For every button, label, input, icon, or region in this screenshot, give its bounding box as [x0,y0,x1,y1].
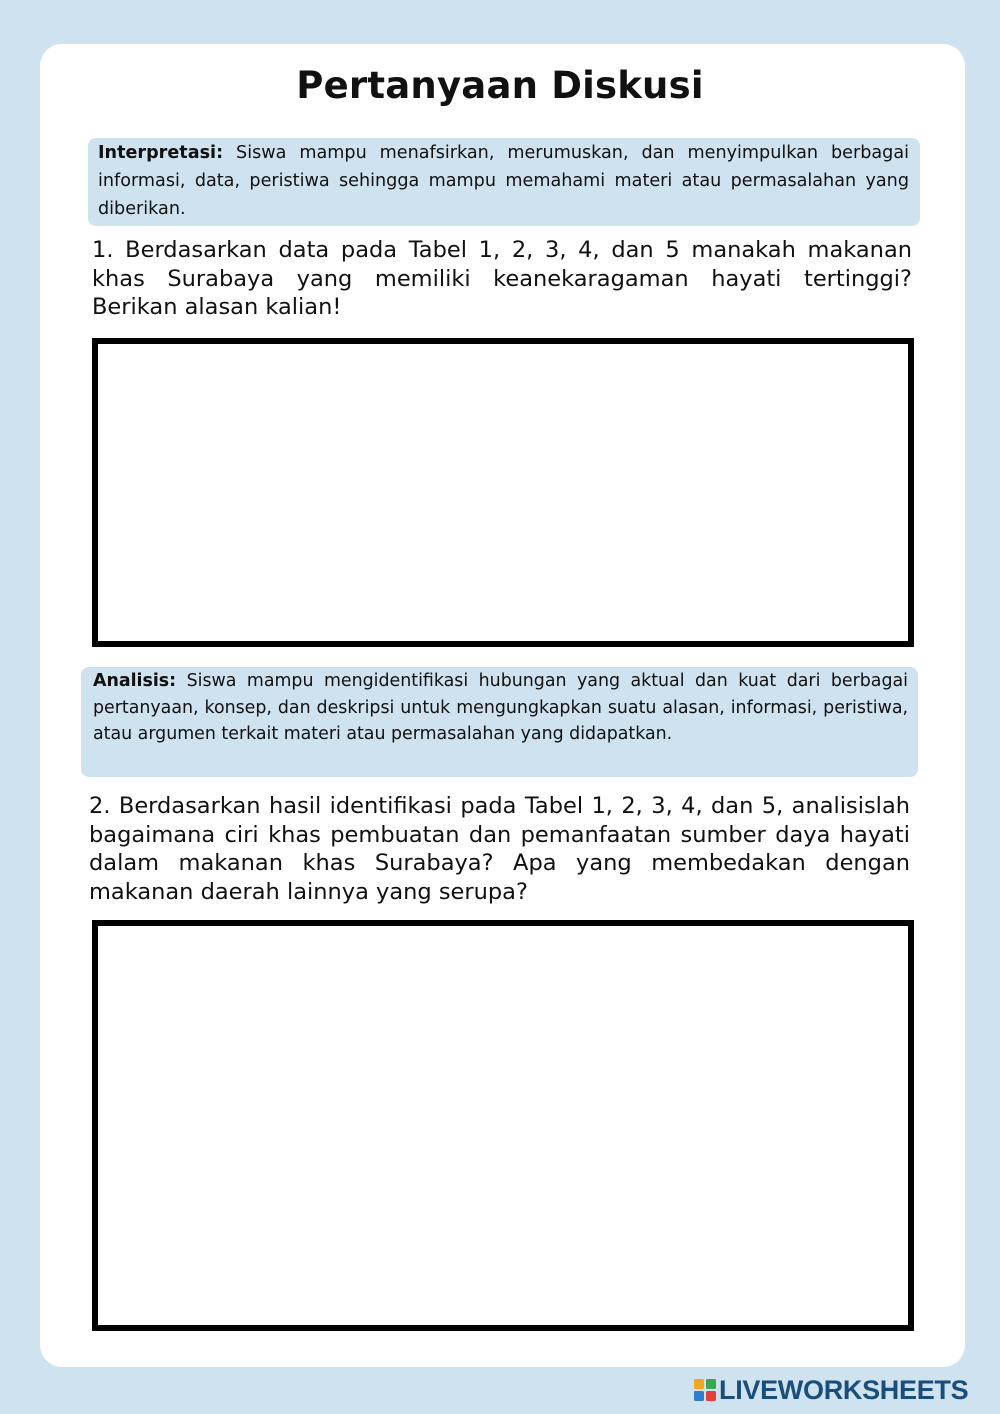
question-2-text: 2. Berdasarkan hasil identifikasi pada Tabel 1, 2, 3, 4, dan 5, analisislah bagaimana ciri khas pembuatan dan pemanfaatan sumber daya hayati dalam makanan khas Surabaya? Apa yang membedakan dengan makanan daerah lainnya yang serupa? [89,793,910,905]
liveworksheets-brand[interactable] [694,1376,968,1404]
question-1-text: 1. Berdasarkan data pada Tabel 1, 2, 3, 4, dan 5 manakah makanan khas Surabaya yang memiliki keanekaragaman hayati tertinggi? Berikan alasan kalian! [92,237,912,320]
brand-name: LIVEWORKSHEETS [719,1374,969,1405]
question-2-answer-box[interactable] [92,920,914,1331]
analisis-label: Analisis: [93,671,177,691]
interpretasi-callout [88,138,920,226]
interpretasi-label: Interpretasi: [98,143,224,163]
analisis-callout [81,667,918,777]
interpretasi-description: Siswa mampu menafsirkan, merumuskan, dan menyimpulkan berbagai informasi, data, peristiwa sehingga mampu memahami materi atau permasalahan yang diberikan. [98,143,909,219]
page-title: Pertanyaan Diskusi [296,64,704,107]
analisis-description: Siswa mampu mengidentifikasi hubungan yang aktual dan kuat dari berbagai pertanyaan, konsep, dan deskripsi untuk mengungkapkan suatu alasan, informasi, peristiwa, atau argumen terkait materi atau permasalahan yang didapatkan. [93,671,908,744]
question-1-answer-box[interactable] [92,338,914,647]
liveworksheets-logo-icon [694,1379,716,1401]
